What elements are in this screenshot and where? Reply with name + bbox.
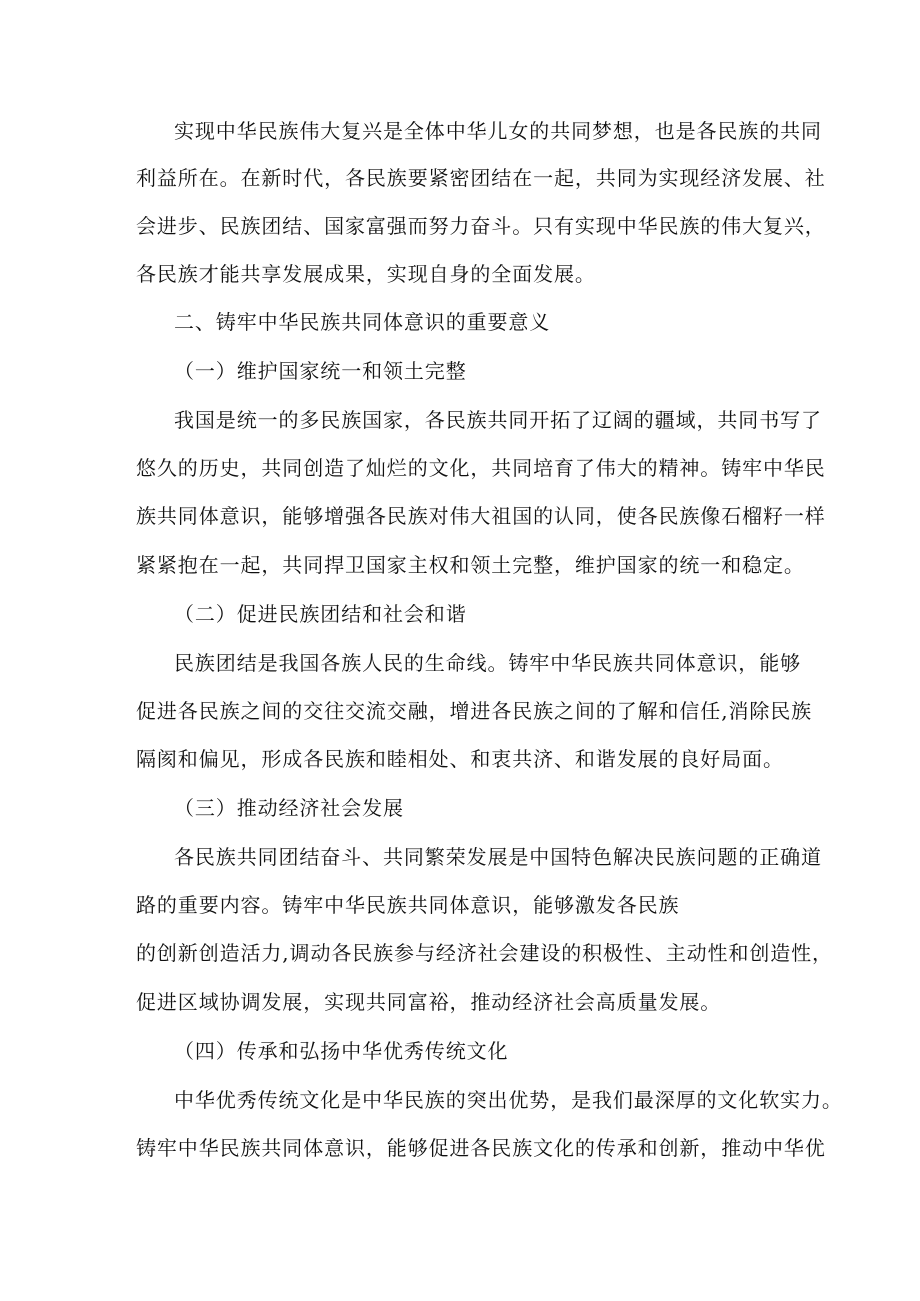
subsection-heading: （三）推动经济社会发展: [174, 796, 404, 820]
paragraph-line: 各民族才能共享发展成果，实现自身的全面发展。: [136, 262, 596, 286]
paragraph-line: 促进各民族之间的交往交流交融，增进各民族之间的了解和信任,消除民族: [136, 699, 813, 723]
paragraph-line: 实现中华民族伟大复兴是全体中华儿女的共同梦想，也是各民族的共同: [174, 119, 822, 143]
paragraph-line: 悠久的历史，共同创造了灿烂的文化，共同培育了伟大的精神。铸牢中华民: [136, 456, 826, 480]
paragraph-line: 中华优秀传统文化是中华民族的突出优势，是我们最深厚的文化软实力。: [174, 1088, 843, 1112]
subsection-heading: （二）促进民族团结和社会和谐: [174, 602, 467, 626]
paragraph-line: 利益所在。在新时代，各民族要紧密团结在一起，共同为实现经济发展、社: [136, 166, 826, 190]
paragraph-line: 隔阂和偏见，形成各民族和睦相处、和衷共济、和谐发展的良好局面。: [136, 747, 784, 771]
paragraph-line: 铸牢中华民族共同体意识，能够促进各民族文化的传承和创新，推动中华优: [136, 1136, 826, 1160]
paragraph-line: 的创新创造活力,调动各民族参与经济社会建设的积极性、主动性和创造性，: [136, 941, 833, 965]
subsection-heading: （四）传承和弘扬中华优秀传统文化: [174, 1039, 509, 1063]
section-heading: 二、铸牢中华民族共同体意识的重要意义: [174, 310, 551, 334]
paragraph-line: 族共同体意识，能够增强各民族对伟大祖国的认同，使各民族像石榴籽一样: [136, 504, 826, 528]
paragraph-line: 我国是统一的多民族国家，各民族共同开拓了辽阔的疆域，共同书写了: [174, 408, 822, 432]
paragraph-line: 路的重要内容。铸牢中华民族共同体意识，能够激发各民族: [136, 893, 680, 917]
subsection-heading: （一）维护国家统一和领土完整: [174, 359, 467, 383]
paragraph-line: 各民族共同团结奋斗、共同繁荣发展是中国特色解决民族问题的正确道: [174, 845, 822, 869]
paragraph-line: 民族团结是我国各族人民的生命线。铸牢中华民族共同体意识，能够: [174, 651, 801, 675]
paragraph-line: 促进区域协调发展，实现共同富裕，推动经济社会高质量发展。: [136, 990, 722, 1014]
paragraph-line: 会进步、民族团结、国家富强而努力奋斗。只有实现中华民族的伟大复兴，: [136, 214, 826, 238]
paragraph-line: 紧紧抱在一起，共同捍卫国家主权和领土完整，维护国家的统一和稳定。: [136, 553, 805, 577]
